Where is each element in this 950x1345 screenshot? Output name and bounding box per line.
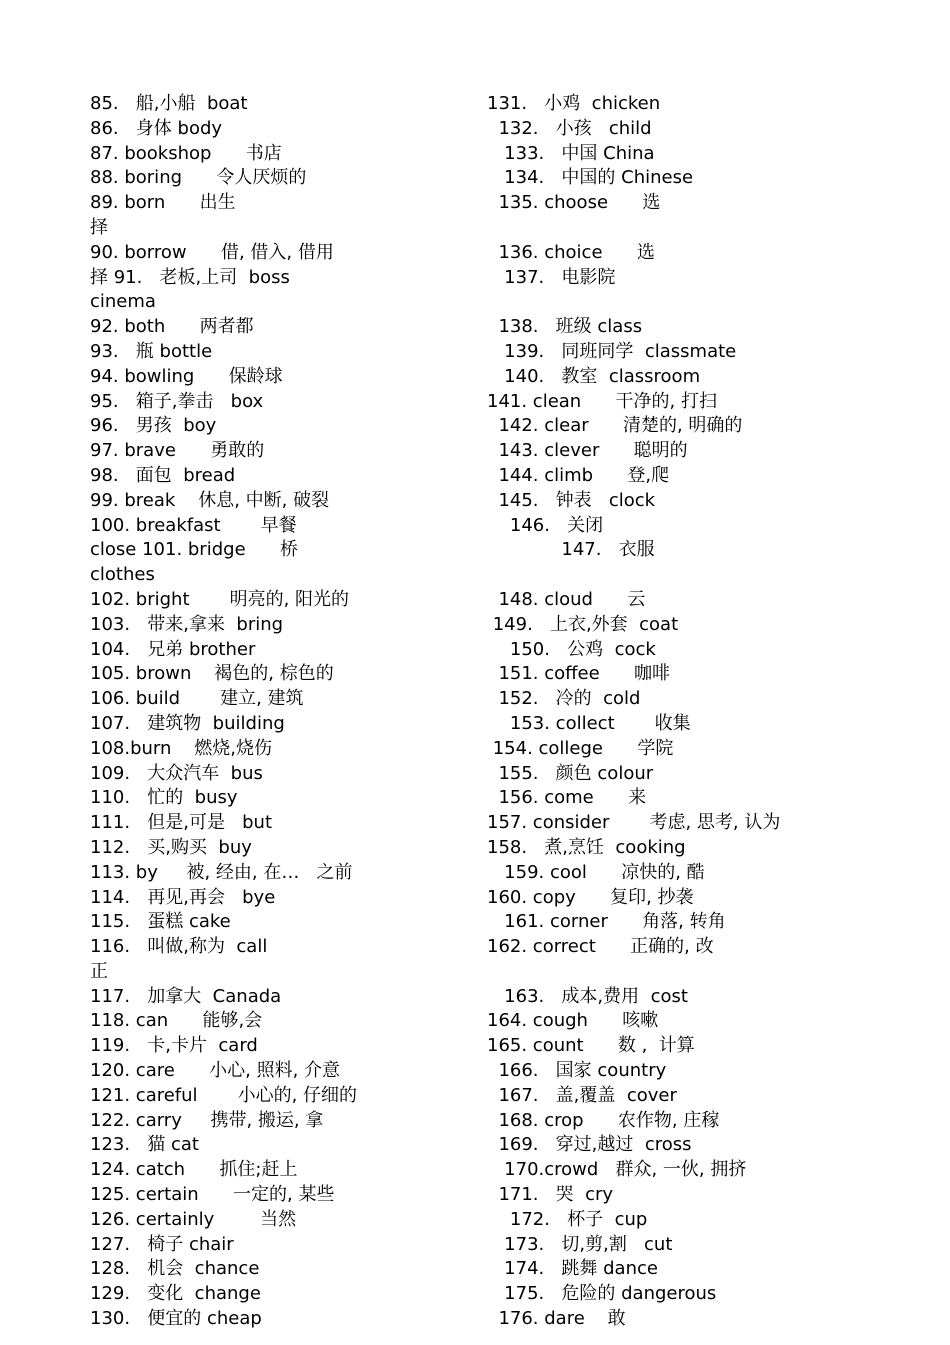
vocab-line: 168. crop 农作物, 庄稼 xyxy=(487,1109,720,1131)
vocab-line: 130. 便宜的 cheap xyxy=(90,1308,262,1330)
vocab-line: 102. bright 明亮的, 阳光的 xyxy=(90,588,350,610)
vocab-line: 141. clean 干净的, 打扫 xyxy=(487,390,717,412)
vocab-line: 119. 卡,卡片 card xyxy=(90,1035,258,1057)
vocab-line xyxy=(487,216,917,241)
vocab-line: 150. 公鸡 cock xyxy=(487,638,656,660)
vocab-line: clothes xyxy=(90,564,155,586)
vocab-line: 86. 身体 body xyxy=(90,117,223,139)
vocab-line: 109. 大众汽车 bus xyxy=(90,762,263,784)
right-column xyxy=(487,92,917,1332)
vocab-line: 156. come 来 xyxy=(487,787,647,809)
vocab-line: 125. certain 一定的, 某些 xyxy=(90,1184,335,1206)
vocab-line: 87. bookshop 书店 xyxy=(90,142,282,164)
vocab-line: cinema xyxy=(90,291,156,313)
vocab-line: 96. 男孩 boy xyxy=(90,415,217,437)
vocab-line: 126. certainly 当然 xyxy=(90,1208,297,1230)
vocab-line: 170.crowd 群众, 一伙, 拥挤 xyxy=(487,1159,747,1181)
vocab-line: 142. clear 清楚的, 明确的 xyxy=(487,415,743,437)
vocab-line: 121. careful 小心的, 仔细的 xyxy=(90,1084,358,1106)
vocab-line: 138. 班级 class xyxy=(487,316,643,338)
vocab-line: 113. by 被, 经由, 在… 之前 xyxy=(90,861,353,883)
vocab-line: 171. 哭 cry xyxy=(487,1184,614,1206)
vocab-line: 106. build 建立, 建筑 xyxy=(90,688,304,710)
vocab-line: 173. 切,剪,割 cut xyxy=(487,1233,673,1255)
vocab-line: 100. breakfast 早餐 xyxy=(90,514,297,536)
vocab-line: 129. 变化 change xyxy=(90,1283,261,1305)
vocab-line: 99. break 休息, 中断, 破裂 xyxy=(90,489,330,511)
vocab-line: 167. 盖,覆盖 cover xyxy=(487,1084,677,1106)
vocab-line: 112. 买,购买 buy xyxy=(90,836,252,858)
vocab-line xyxy=(487,563,917,588)
vocab-line xyxy=(487,960,917,985)
vocab-line: 115. 蛋糕 cake xyxy=(90,911,231,933)
vocab-line: 90. borrow 借, 借入, 借用 xyxy=(90,241,334,263)
vocab-line: 103. 带来,拿来 bring xyxy=(90,613,284,635)
vocab-line: 111. 但是,可是 but xyxy=(90,812,273,834)
vocab-line: 124. catch 抓住;赶上 xyxy=(90,1159,298,1181)
vocab-line: 114. 再见,再会 bye xyxy=(90,886,276,908)
vocab-line: 85. 船,小船 boat xyxy=(90,93,248,114)
vocab-line: 136. choice 选 xyxy=(487,241,655,263)
vocab-line: 94. bowling 保龄球 xyxy=(90,365,283,387)
vocab-line: 157. consider 考虑, 思考, 认为 xyxy=(487,812,781,834)
vocab-line: 175. 危险的 dangerous xyxy=(487,1283,717,1305)
vocab-line: 147. 衣服 xyxy=(487,539,655,561)
vocab-line: 108.burn 燃烧,烧伤 xyxy=(90,737,273,759)
vocab-line: 择 91. 老板,上司 boss xyxy=(90,266,290,288)
vocab-line: 105. brown 褐色的, 棕色的 xyxy=(90,663,334,685)
vocab-line: 95. 箱子,拳击 box xyxy=(90,390,264,412)
vocab-line: 151. coffee 咖啡 xyxy=(487,663,671,685)
vocab-line: 132. 小孩 child xyxy=(487,117,652,139)
vocab-line: 154. college 学院 xyxy=(487,737,674,759)
vocab-line: 161. corner 角落, 转角 xyxy=(487,911,726,933)
vocab-line: 正 xyxy=(90,960,108,982)
vocab-line: 110. 忙的 busy xyxy=(90,787,238,809)
vocab-line: 164. cough 咳嗽 xyxy=(487,1010,659,1032)
vocab-line: 92. both 两者都 xyxy=(90,316,254,338)
vocab-line: 118. can 能够,会 xyxy=(90,1010,263,1032)
vocab-line: 159. cool 凉快的, 酷 xyxy=(487,861,705,883)
vocab-line: 122. carry 携带, 搬运, 拿 xyxy=(90,1109,324,1131)
vocab-line: 97. brave 勇敢的 xyxy=(90,440,265,462)
vocab-line: 择 xyxy=(90,216,108,238)
vocab-line: 107. 建筑物 building xyxy=(90,712,285,734)
vocab-line: 144. climb 登,爬 xyxy=(487,464,670,486)
vocab-line xyxy=(487,290,917,315)
vocab-line: 127. 椅子 chair xyxy=(90,1233,234,1255)
vocab-line: 160. copy 复印, 抄袭 xyxy=(487,886,694,908)
vocab-line: 134. 中国的 Chinese xyxy=(487,167,694,189)
vocab-line: 162. correct 正确的, 改 xyxy=(487,936,714,958)
vocab-line: 120. care 小心, 照料, 介意 xyxy=(90,1060,341,1082)
vocab-line: 135. choose 选 xyxy=(487,192,661,214)
vocab-line: 117. 加拿大 Canada xyxy=(90,985,282,1007)
vocab-line: 163. 成本,费用 cost xyxy=(487,985,688,1007)
vocab-line: 148. cloud 云 xyxy=(487,588,646,610)
vocab-line: 140. 教室 classroom xyxy=(487,365,701,387)
left-column xyxy=(90,92,530,1332)
vocab-line: 165. count 数 , 计算 xyxy=(487,1035,695,1057)
vocab-line: 98. 面包 bread xyxy=(90,464,236,486)
vocab-line: 146. 关闭 xyxy=(487,514,604,536)
vocab-line: 143. clever 聪明的 xyxy=(487,440,688,462)
vocab-line: 174. 跳舞 dance xyxy=(487,1258,658,1280)
vocab-line: 123. 猫 cat xyxy=(90,1134,199,1156)
vocab-line: 153. collect 收集 xyxy=(487,712,691,734)
vocab-line: 145. 钟表 clock xyxy=(487,489,656,511)
vocab-line: 172. 杯子 cup xyxy=(487,1208,648,1230)
vocab-line: close 101. bridge 桥 xyxy=(90,539,298,561)
vocab-line: 88. boring 令人厌烦的 xyxy=(90,167,307,189)
vocab-line: 131. 小鸡 chicken xyxy=(487,93,661,114)
vocab-line: 128. 机会 chance xyxy=(90,1258,260,1280)
vocab-line: 155. 颜色 colour xyxy=(487,762,654,784)
vocab-line: 166. 国家 country xyxy=(487,1060,667,1082)
vocab-line: 104. 兄弟 brother xyxy=(90,638,256,660)
vocab-line: 139. 同班同学 classmate xyxy=(487,340,737,362)
vocab-line: 149. 上衣,外套 coat xyxy=(487,613,679,635)
vocab-line: 133. 中国 China xyxy=(487,142,655,164)
vocab-line: 93. 瓶 bottle xyxy=(90,340,213,362)
vocab-line: 89. born 出生 xyxy=(90,192,236,214)
vocab-line: 169. 穿过,越过 cross xyxy=(487,1134,692,1156)
vocab-line: 116. 叫做,称为 call xyxy=(90,936,268,958)
vocab-line: 152. 冷的 cold xyxy=(487,688,641,710)
vocab-line: 137. 电影院 xyxy=(487,266,616,288)
vocab-line: 176. dare 敢 xyxy=(487,1308,626,1330)
vocab-line: 158. 煮,烹饪 cooking xyxy=(487,836,686,858)
